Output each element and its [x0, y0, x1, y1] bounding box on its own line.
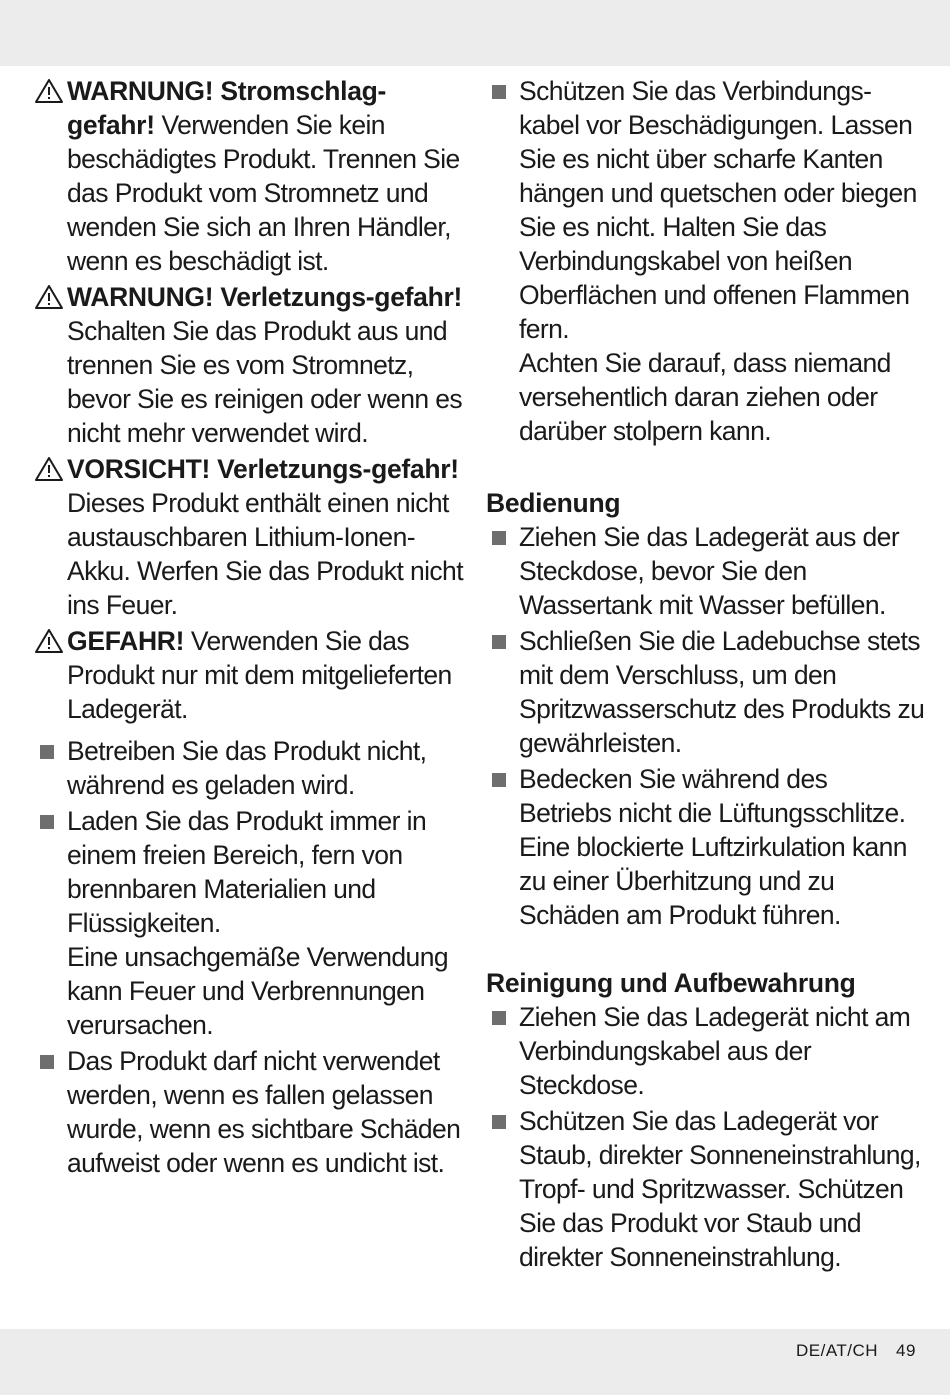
- warning-title: WARNUNG! Verletzungs-gefahr!: [67, 282, 463, 312]
- bullet-square-icon: [492, 1011, 506, 1025]
- warning-triangle-icon: [34, 456, 64, 482]
- warning-text: Verwenden Sie das Produkt nur mit dem mitgelieferten Ladegerät.: [67, 626, 452, 724]
- warning-title: WARNUNG! Stromschlag-gefahr!: [67, 76, 387, 140]
- list-item: [34, 804, 466, 1042]
- warning-title: VORSICHT! Verletzungs-gefahr!: [67, 454, 459, 484]
- list-item-text: Laden Sie das Produkt immer in einem freien Bereich, fern von brennbaren Materialien und Flüssigkeiten.: [67, 806, 427, 938]
- bullet-square-icon: [492, 1115, 506, 1129]
- warning-title: GEFAHR!: [67, 626, 185, 656]
- list-item: [486, 762, 926, 932]
- list-item: [486, 624, 926, 760]
- warning-text: Schalten Sie das Produkt aus und trennen Sie es vom Stromnetz, bevor Sie es reinigen oder wenn es nicht mehr verwendet wird.: [67, 316, 463, 448]
- list-item-text: Schützen Sie das Ladegerät vor Staub, direkter Sonneneinstrahlung, Tropf- und Spritzwasser. Schützen Sie das Produkt vor Staub und direkter Sonneneinstrahlung.: [519, 1106, 921, 1272]
- list-item-text: Schützen Sie das Verbindungs-kabel vor Beschädigungen. Lassen Sie es nicht über scharfe Kanten hängen und quetschen oder biegen Sie es nicht. Halten Sie das Verbindungskabel von heißen Oberflächen und offenen Flammen fern.: [519, 76, 917, 344]
- left-column: [34, 74, 466, 1180]
- bullet-square-icon: [40, 815, 54, 829]
- list-item: [34, 734, 466, 802]
- bottom-bar: [0, 1329, 950, 1395]
- section-heading: Bedienung: [486, 488, 621, 518]
- top-bar: [0, 0, 950, 66]
- bullet-square-icon: [492, 85, 506, 99]
- list-item-text: Ziehen Sie das Ladegerät nicht am Verbindungskabel aus der Steckdose.: [519, 1002, 911, 1100]
- warning-triangle-icon: [34, 284, 64, 310]
- list-item: [486, 1000, 926, 1102]
- list-item-text: Eine unsachgemäße Verwendung kann Feuer und Verbrennungen verursachen.: [67, 942, 448, 1040]
- warning-text: Verwenden Sie kein beschädigtes Produkt. Trennen Sie das Produkt vom Stromnetz und wenden Sie sich an Ihren Händler, wenn es beschädigt ist.: [67, 110, 460, 276]
- bullet-square-icon: [492, 773, 506, 787]
- warning-triangle-icon: [34, 628, 64, 654]
- warning-block: [34, 452, 466, 622]
- warning-block: [34, 74, 466, 278]
- list-item: [486, 520, 926, 622]
- list-item: [486, 1104, 926, 1274]
- list-item-text: Das Produkt darf nicht verwendet werden, wenn es fallen gelassen wurde, wenn es sichtbare Schäden aufweist oder wenn es undicht ist.: [67, 1046, 461, 1178]
- list-item: [486, 74, 926, 448]
- list-item: [34, 1044, 466, 1180]
- page-number: 49: [896, 1341, 916, 1360]
- bullet-square-icon: [492, 635, 506, 649]
- list-item-text: Achten Sie darauf, dass niemand versehentlich daran ziehen oder darüber stolpern kann.: [519, 348, 891, 446]
- bullet-square-icon: [40, 745, 54, 759]
- right-column: [486, 74, 926, 1274]
- warning-block: [34, 280, 466, 450]
- footer-region: DE/AT/CH: [796, 1341, 879, 1360]
- list-item-text: Schließen Sie die Ladebuchse stets mit dem Verschluss, um den Spritzwasserschutz des Produkts zu gewährleisten.: [519, 626, 925, 758]
- bullet-square-icon: [40, 1055, 54, 1069]
- warning-block: [34, 624, 466, 726]
- list-item-text: Bedecken Sie während des Betriebs nicht die Lüftungsschlitze. Eine blockierte Luftzirkulation kann zu einer Überhitzung und zu Schäden am Produkt führen.: [519, 764, 907, 930]
- list-item-text: Betreiben Sie das Produkt nicht, während es geladen wird.: [67, 736, 427, 800]
- list-item-text: Ziehen Sie das Ladegerät aus der Steckdose, bevor Sie den Wassertank mit Wasser befüllen.: [519, 522, 900, 620]
- warning-triangle-icon: [34, 78, 64, 104]
- bullet-square-icon: [492, 531, 506, 545]
- warning-text: Dieses Produkt enthält einen nicht austauschbaren Lithium-Ionen-Akku. Werfen Sie das Produkt nicht ins Feuer.: [67, 488, 463, 620]
- section-heading: Reinigung und Aufbewahrung: [486, 968, 856, 998]
